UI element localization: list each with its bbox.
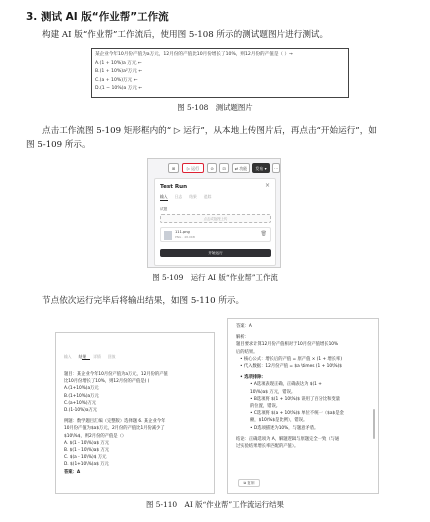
result-line: $10\%$，则2月份的产值是（） — [64, 433, 127, 439]
analysis-text — [236, 323, 370, 450]
tab-result[interactable]: 结果 — [78, 354, 87, 359]
analysis-line: • A选项表现正确，正确表达为 $(1 + — [250, 382, 322, 388]
run-button[interactable]: ▷ 运行 — [182, 163, 204, 173]
tab-detail[interactable]: 详情 — [93, 354, 101, 359]
option-c: C.(a + 10%)万元 ← — [95, 77, 138, 83]
paragraph-3: 节点依次运行完毕后将输出结果，如图 5-110 所示。 — [42, 296, 245, 306]
tab-replay[interactable]: 回放 — [107, 354, 116, 359]
scrollbar[interactable] — [373, 409, 375, 439]
conclusion-line: 过实验结果增长率匹配的产值）。 — [236, 444, 299, 450]
start-run-button[interactable]: 开始运行 — [160, 249, 271, 257]
tab-log[interactable]: 日志 — [174, 194, 183, 199]
analysis-line: • D选项描述为10%，与题意矛盾。 — [250, 425, 319, 431]
analysis-line: • 选项排除： — [240, 375, 266, 381]
image-thumbnail-icon — [164, 231, 172, 240]
analysis-line: • 核心公式：增长后的产值 = 原产值 × (1 + 增长率) — [240, 356, 343, 362]
grid-icon[interactable]: ⊞ — [168, 163, 179, 173]
answer-line: 答案：A — [236, 324, 252, 329]
tab-result[interactable]: 结果 — [189, 194, 197, 199]
analysis-line: • 代入数据：12月份产值 = $a \times (1 + 10\%)$ — [240, 364, 343, 370]
option-b: B.(1 + 10%)a²万元 ← — [95, 69, 143, 75]
analysis-line: 后的结果。 — [236, 349, 258, 355]
active-tab-underline — [82, 359, 90, 360]
workflow-run-screenshot — [147, 158, 281, 268]
section-title: 3. 测试 AI 版“作业帮”工作流 — [26, 11, 169, 23]
analysis-line: 的位置，错误。 — [250, 404, 281, 410]
result-text — [64, 371, 210, 476]
analysis-line: 额，$10\%$是比例），错误。 — [250, 418, 308, 424]
test-run-panel — [154, 178, 276, 266]
layout-icon[interactable]: ⊡ — [219, 163, 229, 173]
panel-title: Test Run — [160, 184, 188, 190]
active-tab-underline — [160, 200, 168, 201]
file-size: PNG · 48.0KB — [175, 235, 195, 239]
tab-input[interactable]: 输入 — [160, 194, 168, 199]
result-line: C.(a+10%)万元 — [64, 400, 97, 406]
result-line: 例题：数学题目汇编（完整版）选择题 6. 某企业今年 — [64, 419, 166, 425]
figure-caption-108: 图 5-108 测试题图片 — [177, 103, 253, 112]
option-d: D.(1 − 10%)a 万元 ← — [95, 86, 143, 92]
upload-area[interactable]: 点击或拖拽上传 — [160, 214, 271, 223]
paragraph-2-line-1: 点击工作流图 5-109 矩形框内的“ ▷ 运行”，从本地上传图片后，再点击“开始运行”，如 — [42, 126, 377, 136]
close-icon[interactable]: × — [264, 182, 270, 189]
result-panel-right — [227, 318, 379, 494]
panel-tabs — [160, 194, 218, 200]
history-icon[interactable]: ⊙ — [207, 163, 217, 173]
result-line: D. $(1+10\%)a$ 万元 — [64, 462, 109, 468]
uploaded-file — [160, 227, 271, 242]
question-text: 某企业今年10月份产值为a万元，12月份的产值比10月份增长了10%，则12月份的产值是（ ）→ — [95, 52, 293, 57]
option-a: A.(1 + 10%)a 万元 ← — [95, 60, 142, 66]
result-line: D.(1-10%)a万元 — [64, 408, 98, 414]
result-line: 题目：某企业今年10月份产值为a万元，12月份的产值 — [64, 372, 168, 377]
more-icon[interactable]: ⋯ — [272, 163, 280, 173]
result-line: C. $(a - 10\%)$ 万元 — [64, 455, 107, 461]
result-line: A. $(1 - 10\%)a$ 万元 — [64, 440, 110, 446]
result-line: 比10月份增长了10%，则12月份的产值是( ) — [64, 379, 150, 385]
feature-button[interactable]: ⇄ 功能 — [232, 163, 250, 173]
answer-line: 答案：A — [64, 469, 81, 475]
tab-input[interactable]: 输入 — [64, 354, 72, 359]
input-label: 试题 — [160, 207, 168, 211]
file-name: 111.png — [175, 230, 190, 234]
copy-button[interactable]: ⧉ 复制 — [238, 479, 260, 487]
figure-caption-109: 图 5-109 运行 AI 版“作业帮”工作流 — [152, 273, 278, 282]
analysis-line: 10\%)a$ 万元，错误。 — [250, 389, 296, 395]
result-panel-left — [55, 332, 215, 494]
analysis-line: 题目要求计算12月份产值相对于10月份产值增长10% — [236, 342, 339, 348]
analysis-line: • B选项将 $(1 + 10\%)$ 误用了百分比和变量 — [250, 396, 341, 402]
analysis-line: • C选项将 $(a + 10\%)$ 单位不统一（$a$是金 — [250, 411, 344, 417]
figure-caption-110: 图 5-110 AI 版“作业帮”工作流运行结果 — [146, 500, 284, 509]
paragraph-1: 构建 AI 版“作业帮”工作流后，使用图 5-108 所示的测试题图片进行测试。 — [42, 30, 329, 40]
test-question-image — [91, 48, 349, 98]
result-line: B.(1+10%)a万元 — [64, 393, 99, 399]
analysis-heading: 解析： — [236, 335, 249, 341]
publish-button[interactable]: 发布 ▾ — [252, 163, 270, 173]
result-line: B. $(1 - 10\%)a$ 万元 — [64, 448, 110, 454]
conclusion-line: 结论：正确选项为 A，解题逻辑与原题完全一致（与通 — [236, 436, 340, 442]
result-tabs — [64, 353, 122, 360]
result-line: 10月份产值为$a$万元，2月份的产值比1月份减少了 — [64, 426, 165, 432]
tab-trace[interactable]: 追踪 — [203, 194, 212, 199]
delete-icon[interactable]: 🗑 — [260, 231, 267, 237]
result-line: A.(1+10%)a万元 — [64, 386, 99, 392]
paragraph-2-line-2: 图 5-109 所示。 — [26, 140, 91, 150]
